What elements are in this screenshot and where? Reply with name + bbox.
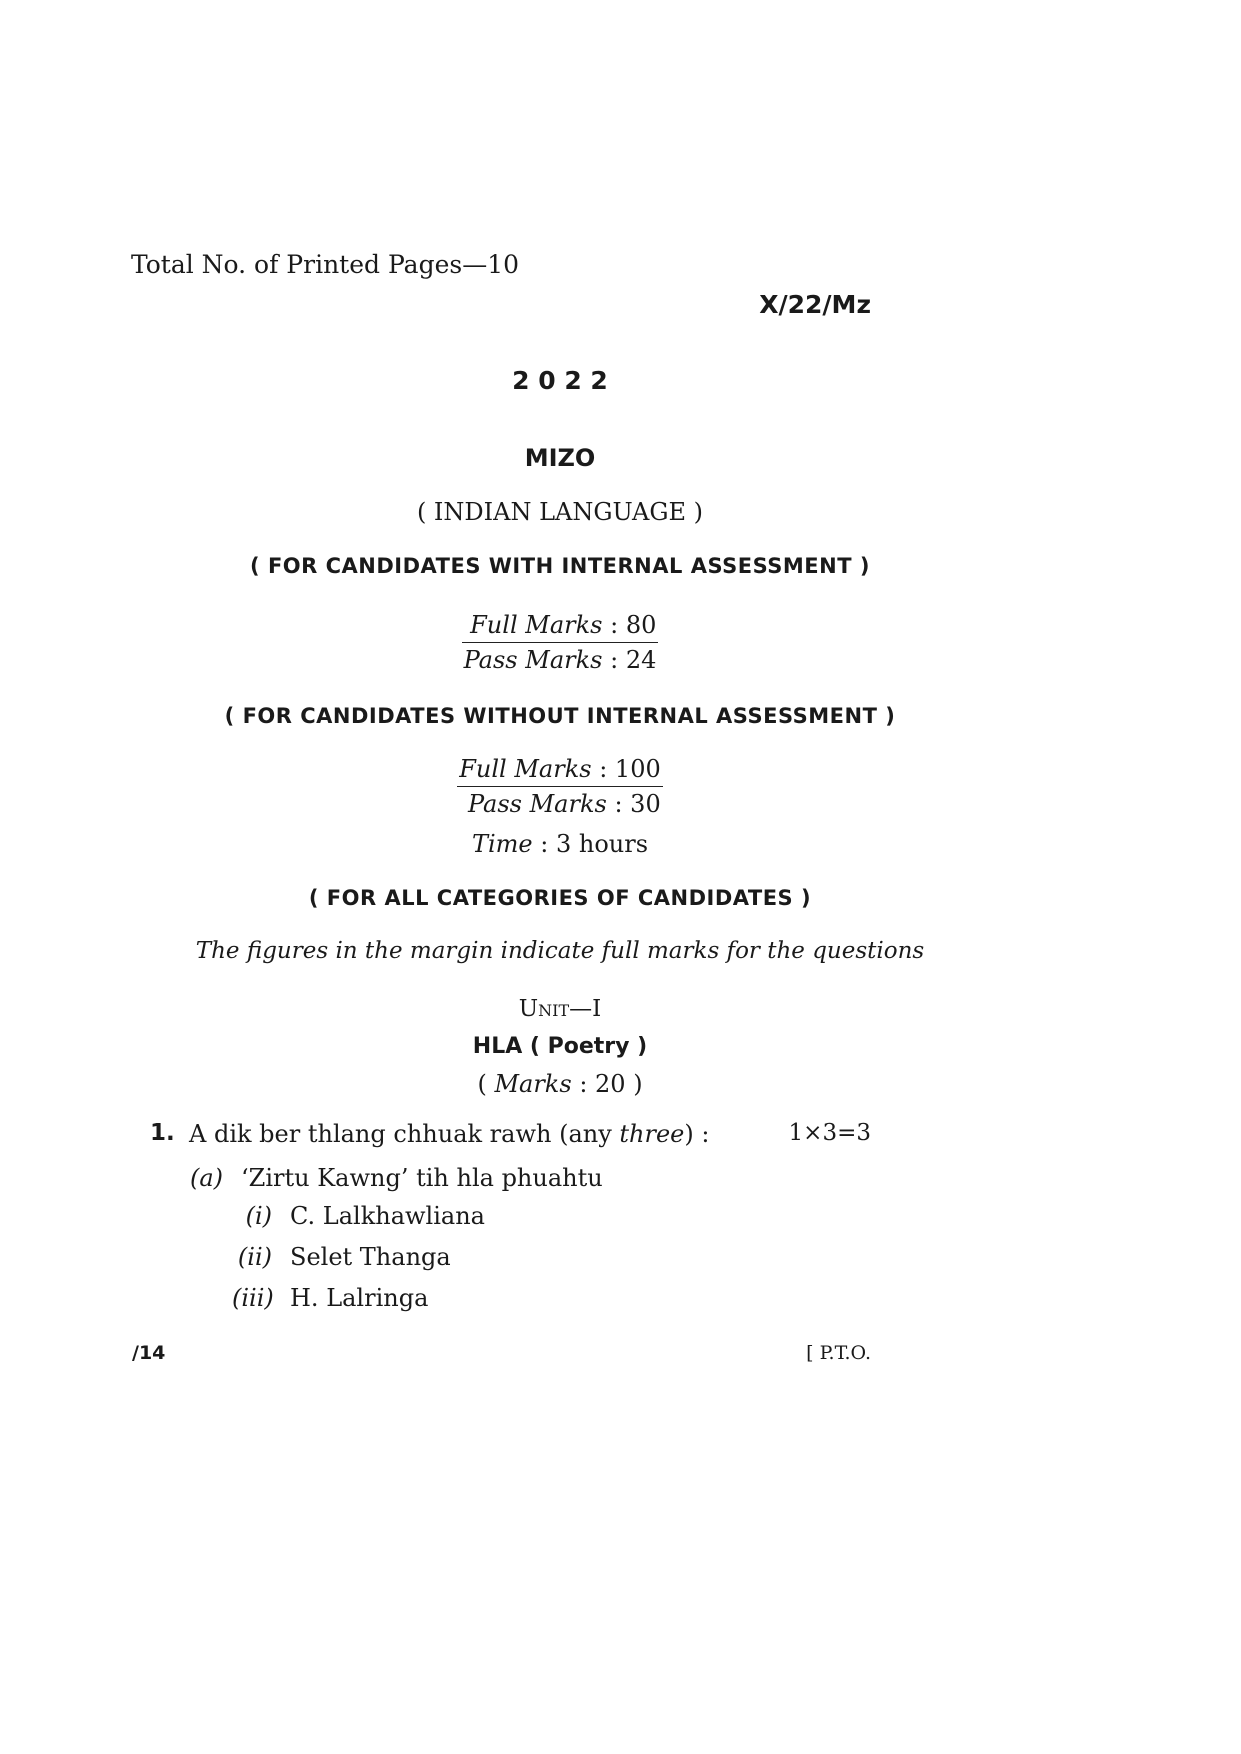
without-ia-pass-marks: Pass Marks : 30	[467, 790, 661, 818]
unit-marks: ( Marks : 20 )	[477, 1070, 643, 1098]
exam-year: 2 0 2 2	[512, 366, 608, 395]
part-a: (a) ‘Zirtu Kawng’ tih hla phuahtu	[190, 1164, 603, 1192]
question-number: 1.	[150, 1120, 175, 1146]
with-ia-heading: ( FOR CANDIDATES WITH INTERNAL ASSESSMENT )	[250, 554, 870, 578]
with-ia-marks	[0, 608, 1120, 677]
subject-subtitle: ( INDIAN LANGUAGE )	[416, 498, 704, 526]
with-ia-full-marks: Full Marks : 80	[462, 608, 659, 643]
footer-pto: [ P.T.O.	[806, 1342, 871, 1364]
without-ia-heading: ( FOR CANDIDATES WITHOUT INTERNAL ASSESSMENT )	[224, 704, 896, 728]
with-ia-pass-marks: Pass Marks : 24	[463, 646, 657, 674]
without-ia-full-marks: Full Marks : 100	[457, 752, 662, 787]
question-marks: 1×3=3	[788, 1120, 871, 1146]
time-allowed: Time : 3 hours	[471, 830, 649, 858]
footer-page-code: /14	[132, 1342, 166, 1364]
paper-code: X/22/Mz	[759, 290, 871, 319]
subject-title: MIZO	[524, 444, 596, 472]
unit-label: Unit—I	[518, 996, 602, 1022]
question-text: A dik ber thlang chhuak rawh (any three) :	[189, 1120, 710, 1148]
option-item: (i) C. Lalkhawliana	[245, 1202, 485, 1230]
without-ia-marks	[0, 752, 1120, 821]
option-item: (ii) Selet Thanga	[237, 1243, 451, 1271]
all-candidates-heading: ( FOR ALL CATEGORIES OF CANDIDATES )	[308, 886, 812, 910]
printed-pages-note: Total No. of Printed Pages—10	[131, 250, 520, 279]
unit-title: HLA ( Poetry )	[472, 1034, 648, 1059]
option-item: (iii) H. Lalringa	[232, 1284, 429, 1312]
instruction-text: The figures in the margin indicate full marks for the questions	[195, 938, 925, 964]
